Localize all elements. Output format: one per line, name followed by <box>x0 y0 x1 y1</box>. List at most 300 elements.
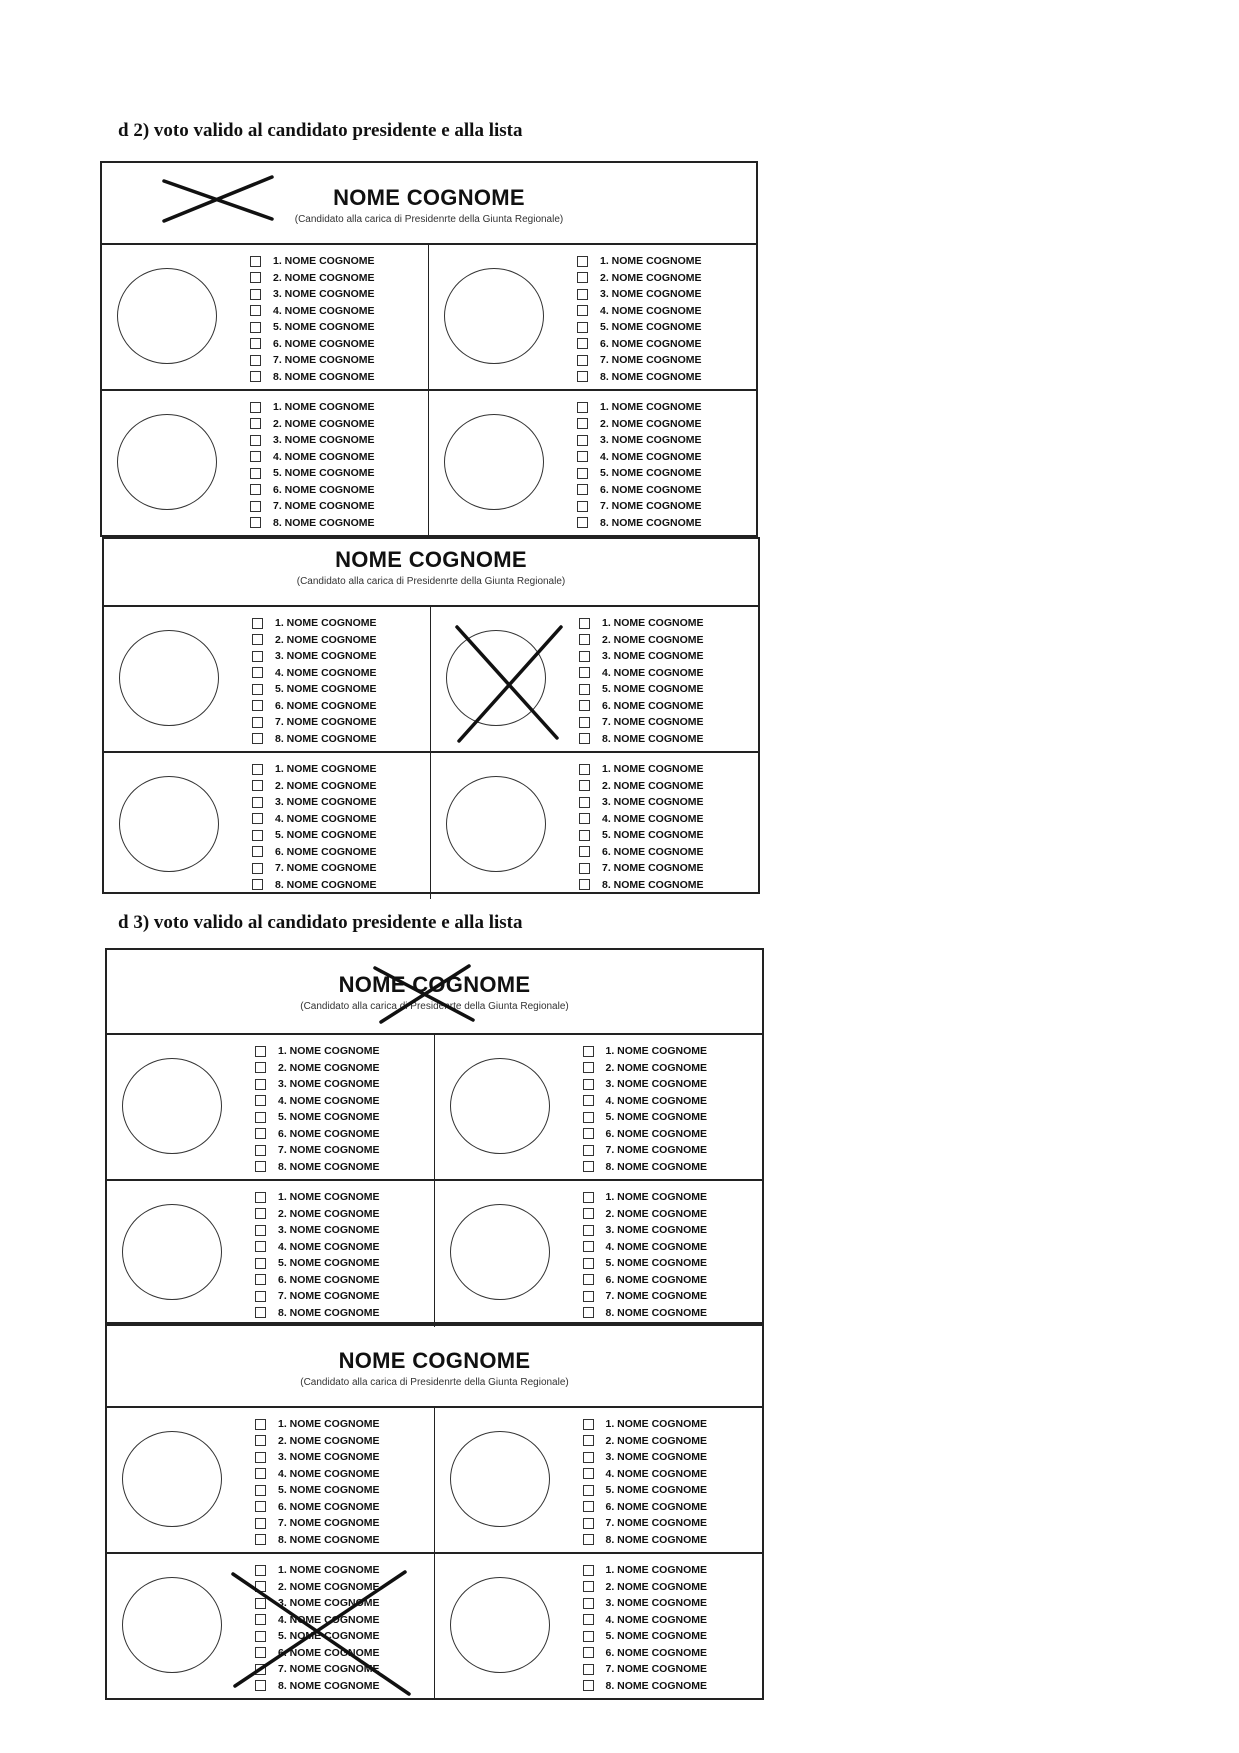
candidate-name: 7. NOME COGNOME <box>605 1290 708 1303</box>
preference-checkbox[interactable] <box>255 1225 266 1236</box>
candidate-row <box>583 1305 708 1322</box>
preference-checkbox[interactable] <box>583 1468 594 1479</box>
preference-checkbox[interactable] <box>579 700 590 711</box>
preference-checkbox[interactable] <box>577 501 588 512</box>
candidate-name: 4. NOME COGNOME <box>605 1240 708 1253</box>
preference-checkbox[interactable] <box>252 846 263 857</box>
candidate-name: 5. NOME COGNOME <box>273 467 375 480</box>
candidate-row <box>252 844 377 861</box>
preference-checkbox[interactable] <box>255 1307 266 1318</box>
party-list-cell <box>102 391 429 537</box>
candidate-list <box>577 253 702 385</box>
party-symbol-circle[interactable] <box>122 1431 222 1527</box>
candidate-list <box>583 1562 708 1694</box>
party-list-cell <box>435 1408 763 1554</box>
preference-checkbox[interactable] <box>579 733 590 744</box>
candidate-name: 5. NOME COGNOME <box>275 829 377 842</box>
preference-checkbox[interactable] <box>255 1680 266 1691</box>
candidate-name: 2. NOME COGNOME <box>273 271 375 284</box>
preference-checkbox[interactable] <box>255 1598 266 1609</box>
preference-checkbox[interactable] <box>255 1192 266 1203</box>
candidate-row <box>577 498 702 515</box>
party-symbol-circle[interactable] <box>117 268 217 364</box>
candidate-row <box>583 1142 708 1159</box>
preference-checkbox[interactable] <box>252 634 263 645</box>
preference-checkbox[interactable] <box>583 1452 594 1463</box>
party-list-cell <box>107 1554 435 1700</box>
candidate-name: 8. NOME COGNOME <box>605 1306 708 1319</box>
candidate-name: 1. NOME COGNOME <box>278 1564 380 1577</box>
candidate-row <box>255 1272 380 1289</box>
party-symbol-circle[interactable] <box>450 1058 550 1154</box>
candidate-name: 8. NOME COGNOME <box>605 1679 708 1692</box>
preference-checkbox[interactable] <box>583 1258 594 1269</box>
preference-checkbox[interactable] <box>579 684 590 695</box>
candidate-row <box>250 432 375 449</box>
candidate-name: 2. NOME COGNOME <box>602 779 704 792</box>
preference-checkbox[interactable] <box>577 402 588 413</box>
preference-checkbox[interactable] <box>577 355 588 366</box>
president-box[interactable] <box>104 539 758 607</box>
preference-checkbox[interactable] <box>255 1614 266 1625</box>
preference-checkbox[interactable] <box>579 846 590 857</box>
candidate-name: 1. NOME COGNOME <box>602 763 704 776</box>
candidate-name: 4. NOME COGNOME <box>275 812 377 825</box>
candidate-row <box>250 399 375 416</box>
candidate-row <box>255 1076 380 1093</box>
preference-checkbox[interactable] <box>255 1565 266 1576</box>
preference-checkbox[interactable] <box>250 305 261 316</box>
preference-checkbox[interactable] <box>255 1062 266 1073</box>
candidate-name: 1. NOME COGNOME <box>605 1045 708 1058</box>
preference-checkbox[interactable] <box>255 1079 266 1090</box>
candidate-name: 3. NOME COGNOME <box>600 434 702 447</box>
president-box[interactable] <box>102 163 756 245</box>
candidate-list <box>252 615 377 747</box>
preference-checkbox[interactable] <box>255 1534 266 1545</box>
candidate-name: 1. NOME COGNOME <box>605 1191 708 1204</box>
preference-checkbox[interactable] <box>579 618 590 629</box>
candidate-row <box>579 844 704 861</box>
preference-checkbox[interactable] <box>252 700 263 711</box>
preference-checkbox[interactable] <box>583 1664 594 1675</box>
candidate-name: 5. NOME COGNOME <box>278 1111 380 1124</box>
candidate-row <box>583 1678 708 1695</box>
preference-checkbox[interactable] <box>250 272 261 283</box>
preference-checkbox[interactable] <box>255 1664 266 1675</box>
preference-checkbox[interactable] <box>579 764 590 775</box>
preference-checkbox[interactable] <box>250 338 261 349</box>
candidate-name: 1. NOME COGNOME <box>605 1564 708 1577</box>
candidate-row <box>255 1612 380 1629</box>
candidate-name: 3. NOME COGNOME <box>278 1451 380 1464</box>
candidate-row <box>250 270 375 287</box>
preference-checkbox[interactable] <box>577 289 588 300</box>
preference-checkbox[interactable] <box>579 667 590 678</box>
preference-checkbox[interactable] <box>250 289 261 300</box>
candidate-name: 6. NOME COGNOME <box>600 483 702 496</box>
candidate-row <box>583 1579 708 1596</box>
candidate-row <box>252 731 377 748</box>
preference-checkbox[interactable] <box>579 634 590 645</box>
party-symbol-circle[interactable] <box>446 630 546 726</box>
candidate-row <box>252 648 377 665</box>
candidate-row <box>583 1416 708 1433</box>
candidate-row <box>255 1305 380 1322</box>
candidate-name: 3. NOME COGNOME <box>605 1224 708 1237</box>
preference-checkbox[interactable] <box>252 717 263 728</box>
candidate-name: 5. NOME COGNOME <box>273 321 375 334</box>
candidate-row <box>583 1482 708 1499</box>
preference-checkbox[interactable] <box>577 338 588 349</box>
candidate-row <box>583 1222 708 1239</box>
candidate-name: 7. NOME COGNOME <box>605 1144 708 1157</box>
preference-checkbox[interactable] <box>579 813 590 824</box>
preference-checkbox[interactable] <box>252 684 263 695</box>
preference-checkbox[interactable] <box>252 813 263 824</box>
president-box[interactable] <box>107 950 762 1035</box>
party-symbol-circle[interactable] <box>450 1577 550 1673</box>
preference-checkbox[interactable] <box>583 1208 594 1219</box>
candidate-name: 6. NOME COGNOME <box>605 1500 708 1513</box>
candidate-row <box>577 416 702 433</box>
candidate-row <box>583 1562 708 1579</box>
candidate-row <box>252 794 377 811</box>
candidate-row <box>255 1189 380 1206</box>
preference-checkbox[interactable] <box>577 371 588 382</box>
candidate-row <box>583 1159 708 1176</box>
candidate-row <box>583 1466 708 1483</box>
candidate-row <box>252 632 377 649</box>
candidate-name: 7. NOME COGNOME <box>602 862 704 875</box>
candidate-row <box>579 778 704 795</box>
party-symbol-circle[interactable] <box>444 414 544 510</box>
candidate-row <box>255 1239 380 1256</box>
candidate-row <box>252 665 377 682</box>
candidate-list <box>577 399 702 531</box>
preference-checkbox[interactable] <box>250 484 261 495</box>
candidate-name: 5. NOME COGNOME <box>605 1484 708 1497</box>
candidate-name: 3. NOME COGNOME <box>275 650 377 663</box>
preference-checkbox[interactable] <box>255 1631 266 1642</box>
preference-checkbox[interactable] <box>252 764 263 775</box>
preference-checkbox[interactable] <box>583 1241 594 1252</box>
candidate-row <box>252 681 377 698</box>
candidate-row <box>255 1206 380 1223</box>
preference-checkbox[interactable] <box>250 402 261 413</box>
candidate-row <box>583 1126 708 1143</box>
preference-checkbox[interactable] <box>255 1274 266 1285</box>
president-subtitle: (Candidato alla carica di Presidenrte della Giunta Regionale) <box>300 1001 569 1012</box>
candidate-name: 4. NOME COGNOME <box>273 304 375 317</box>
preference-checkbox[interactable] <box>577 468 588 479</box>
preference-checkbox[interactable] <box>583 1095 594 1106</box>
preference-checkbox[interactable] <box>583 1161 594 1172</box>
preference-checkbox[interactable] <box>579 651 590 662</box>
candidate-row <box>255 1109 380 1126</box>
candidate-row <box>583 1189 708 1206</box>
preference-checkbox[interactable] <box>255 1161 266 1172</box>
preference-checkbox[interactable] <box>255 1291 266 1302</box>
candidate-row <box>255 1433 380 1450</box>
party-symbol-circle[interactable] <box>446 776 546 872</box>
candidate-row <box>250 515 375 532</box>
preference-checkbox[interactable] <box>583 1225 594 1236</box>
candidate-name: 4. NOME COGNOME <box>600 450 702 463</box>
candidate-row <box>583 1255 708 1272</box>
candidate-row <box>255 1661 380 1678</box>
candidate-row <box>577 369 702 386</box>
preference-checkbox[interactable] <box>255 1581 266 1592</box>
candidate-name: 6. NOME COGNOME <box>605 1273 708 1286</box>
candidate-name: 7. NOME COGNOME <box>273 354 375 367</box>
candidate-name: 7. NOME COGNOME <box>600 354 702 367</box>
party-list-cell <box>435 1035 763 1181</box>
preference-checkbox[interactable] <box>250 501 261 512</box>
candidate-row <box>252 698 377 715</box>
candidate-row <box>255 1482 380 1499</box>
candidate-name: 3. NOME COGNOME <box>278 1224 380 1237</box>
preference-checkbox[interactable] <box>255 1485 266 1496</box>
candidate-name: 2. NOME COGNOME <box>605 1061 708 1074</box>
preference-checkbox[interactable] <box>255 1452 266 1463</box>
preference-checkbox[interactable] <box>250 418 261 429</box>
candidate-name: 4. NOME COGNOME <box>605 1467 708 1480</box>
preference-checkbox[interactable] <box>255 1518 266 1529</box>
preference-checkbox[interactable] <box>577 517 588 528</box>
preference-checkbox[interactable] <box>252 879 263 890</box>
candidate-name: 8. NOME COGNOME <box>605 1160 708 1173</box>
party-symbol-circle[interactable] <box>450 1431 550 1527</box>
preference-checkbox[interactable] <box>252 780 263 791</box>
preference-checkbox[interactable] <box>577 305 588 316</box>
candidate-name: 1. NOME COGNOME <box>273 401 375 414</box>
candidate-row <box>579 761 704 778</box>
preference-checkbox[interactable] <box>583 1485 594 1496</box>
preference-checkbox[interactable] <box>583 1291 594 1302</box>
preference-checkbox[interactable] <box>583 1631 594 1642</box>
candidate-row <box>255 1579 380 1596</box>
candidate-name: 3. NOME COGNOME <box>600 288 702 301</box>
president-name: NOME COGNOME <box>335 547 527 572</box>
candidate-list <box>583 1189 708 1321</box>
candidate-name: 4. NOME COGNOME <box>278 1467 380 1480</box>
candidate-name: 8. NOME COGNOME <box>278 1679 380 1692</box>
party-symbol-circle[interactable] <box>119 630 219 726</box>
candidate-list <box>579 615 704 747</box>
candidate-name: 7. NOME COGNOME <box>278 1517 380 1530</box>
candidate-row <box>579 731 704 748</box>
candidate-row <box>250 286 375 303</box>
preference-checkbox[interactable] <box>252 667 263 678</box>
candidate-name: 6. NOME COGNOME <box>605 1127 708 1140</box>
preference-checkbox[interactable] <box>577 484 588 495</box>
preference-checkbox[interactable] <box>255 1208 266 1219</box>
party-symbol-circle[interactable] <box>117 414 217 510</box>
candidate-list <box>255 1416 380 1548</box>
preference-checkbox[interactable] <box>583 1598 594 1609</box>
candidate-row <box>577 449 702 466</box>
preference-checkbox[interactable] <box>583 1112 594 1123</box>
section-heading: d 2) voto valido al candidato presidente e alla lista <box>118 120 523 141</box>
preference-checkbox[interactable] <box>577 451 588 462</box>
preference-checkbox[interactable] <box>577 256 588 267</box>
preference-checkbox[interactable] <box>255 1435 266 1446</box>
preference-checkbox[interactable] <box>579 879 590 890</box>
preference-checkbox[interactable] <box>583 1079 594 1090</box>
candidate-row <box>255 1416 380 1433</box>
preference-checkbox[interactable] <box>583 1647 594 1658</box>
preference-checkbox[interactable] <box>250 451 261 462</box>
preference-checkbox[interactable] <box>583 1046 594 1057</box>
preference-checkbox[interactable] <box>250 468 261 479</box>
preference-checkbox[interactable] <box>583 1614 594 1625</box>
party-list-cell <box>107 1181 435 1327</box>
candidate-row <box>255 1159 380 1176</box>
preference-checkbox[interactable] <box>583 1534 594 1545</box>
preference-checkbox[interactable] <box>583 1518 594 1529</box>
candidate-row <box>250 465 375 482</box>
preference-checkbox[interactable] <box>255 1095 266 1106</box>
candidate-name: 8. NOME COGNOME <box>275 878 377 891</box>
candidate-name: 2. NOME COGNOME <box>602 633 704 646</box>
party-symbol-circle[interactable] <box>444 268 544 364</box>
candidate-name: 6. NOME COGNOME <box>278 1500 380 1513</box>
party-symbol-circle[interactable] <box>119 776 219 872</box>
preference-checkbox[interactable] <box>577 418 588 429</box>
preference-checkbox[interactable] <box>255 1647 266 1658</box>
candidate-name: 6. NOME COGNOME <box>278 1273 380 1286</box>
candidate-row <box>255 1532 380 1549</box>
preference-checkbox[interactable] <box>252 863 263 874</box>
candidate-name: 5. NOME COGNOME <box>605 1111 708 1124</box>
candidate-list <box>250 399 375 531</box>
candidate-name: 7. NOME COGNOME <box>278 1663 380 1676</box>
preference-checkbox[interactable] <box>252 733 263 744</box>
preference-checkbox[interactable] <box>252 618 263 629</box>
preference-checkbox[interactable] <box>252 830 263 841</box>
candidate-row <box>579 811 704 828</box>
preference-checkbox[interactable] <box>255 1128 266 1139</box>
candidate-name: 1. NOME COGNOME <box>602 617 704 630</box>
preference-checkbox[interactable] <box>255 1501 266 1512</box>
preference-checkbox[interactable] <box>579 780 590 791</box>
preference-checkbox[interactable] <box>583 1062 594 1073</box>
candidate-name: 6. NOME COGNOME <box>273 483 375 496</box>
party-symbol-circle[interactable] <box>450 1204 550 1300</box>
candidate-name: 7. NOME COGNOME <box>600 500 702 513</box>
preference-checkbox[interactable] <box>250 256 261 267</box>
preference-checkbox[interactable] <box>579 717 590 728</box>
candidate-row <box>252 778 377 795</box>
preference-checkbox[interactable] <box>250 435 261 446</box>
candidate-name: 4. NOME COGNOME <box>605 1613 708 1626</box>
candidate-name: 6. NOME COGNOME <box>275 699 377 712</box>
preference-checkbox[interactable] <box>255 1046 266 1057</box>
party-symbol-circle[interactable] <box>122 1577 222 1673</box>
preference-checkbox[interactable] <box>583 1680 594 1691</box>
candidate-name: 1. NOME COGNOME <box>275 763 377 776</box>
candidate-row <box>577 303 702 320</box>
president-subtitle: (Candidato alla carica di Presidenrte della Giunta Regionale) <box>294 214 564 225</box>
candidate-row <box>252 860 377 877</box>
preference-checkbox[interactable] <box>250 322 261 333</box>
party-list-cell <box>435 1181 763 1327</box>
preference-checkbox[interactable] <box>577 435 588 446</box>
preference-checkbox[interactable] <box>583 1192 594 1203</box>
preference-checkbox[interactable] <box>250 371 261 382</box>
preference-checkbox[interactable] <box>255 1241 266 1252</box>
candidate-name: 8. NOME COGNOME <box>278 1306 380 1319</box>
preference-checkbox[interactable] <box>252 651 263 662</box>
candidate-row <box>583 1628 708 1645</box>
president-box[interactable] <box>107 1326 762 1408</box>
candidate-row <box>583 1043 708 1060</box>
preference-checkbox[interactable] <box>250 355 261 366</box>
preference-checkbox[interactable] <box>583 1274 594 1285</box>
preference-checkbox[interactable] <box>583 1128 594 1139</box>
candidate-row <box>583 1449 708 1466</box>
candidate-name: 7. NOME COGNOME <box>275 716 377 729</box>
candidate-row <box>579 615 704 632</box>
preference-checkbox[interactable] <box>583 1419 594 1430</box>
preference-checkbox[interactable] <box>583 1435 594 1446</box>
party-symbol-circle[interactable] <box>122 1058 222 1154</box>
candidate-row <box>583 1532 708 1549</box>
preference-checkbox[interactable] <box>577 272 588 283</box>
candidate-row <box>255 1142 380 1159</box>
candidate-name: 3. NOME COGNOME <box>278 1597 380 1610</box>
preference-checkbox[interactable] <box>579 830 590 841</box>
candidate-row <box>255 1645 380 1662</box>
preference-checkbox[interactable] <box>255 1145 266 1156</box>
candidate-row <box>250 416 375 433</box>
candidate-name: 8. NOME COGNOME <box>273 370 375 383</box>
candidate-name: 6. NOME COGNOME <box>602 845 704 858</box>
preference-checkbox[interactable] <box>583 1307 594 1318</box>
preference-checkbox[interactable] <box>583 1565 594 1576</box>
preference-checkbox[interactable] <box>583 1501 594 1512</box>
preference-checkbox[interactable] <box>255 1112 266 1123</box>
preference-checkbox[interactable] <box>255 1468 266 1479</box>
preference-checkbox[interactable] <box>583 1581 594 1592</box>
party-symbol-circle[interactable] <box>122 1204 222 1300</box>
candidate-name: 2. NOME COGNOME <box>605 1207 708 1220</box>
preference-checkbox[interactable] <box>250 517 261 528</box>
candidate-name: 8. NOME COGNOME <box>273 516 375 529</box>
candidate-name: 3. NOME COGNOME <box>605 1597 708 1610</box>
candidate-name: 8. NOME COGNOME <box>600 516 702 529</box>
preference-checkbox[interactable] <box>579 797 590 808</box>
preference-checkbox[interactable] <box>583 1145 594 1156</box>
candidate-name: 2. NOME COGNOME <box>278 1434 380 1447</box>
candidate-row <box>583 1076 708 1093</box>
preference-checkbox[interactable] <box>579 863 590 874</box>
candidate-row <box>255 1093 380 1110</box>
candidate-name: 8. NOME COGNOME <box>600 370 702 383</box>
candidate-row <box>579 860 704 877</box>
candidate-name: 4. NOME COGNOME <box>273 450 375 463</box>
candidate-row <box>255 1678 380 1695</box>
preference-checkbox[interactable] <box>252 797 263 808</box>
preference-checkbox[interactable] <box>255 1258 266 1269</box>
party-list-cell <box>435 1554 763 1700</box>
preference-checkbox[interactable] <box>255 1419 266 1430</box>
candidate-name: 6. NOME COGNOME <box>275 845 377 858</box>
preference-checkbox[interactable] <box>577 322 588 333</box>
candidate-row <box>255 1255 380 1272</box>
candidate-name: 1. NOME COGNOME <box>605 1418 708 1431</box>
